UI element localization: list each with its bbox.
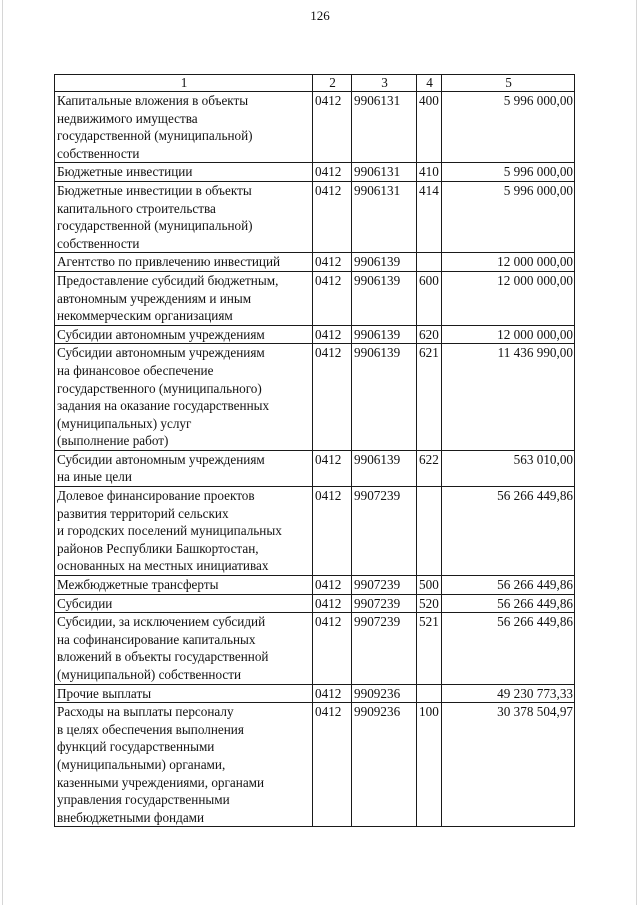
expense-name-line: Субсидии, за исключением субсидий: [57, 614, 266, 630]
budget-table: [54, 74, 575, 827]
header-cell: 5: [442, 75, 575, 92]
table-row: [55, 703, 575, 827]
table-row: [55, 181, 575, 252]
expense-type-cell: 620: [417, 325, 442, 344]
article-code-cell: 9906139: [352, 253, 417, 272]
expense-name-line: внебюджетными фондами: [57, 809, 205, 825]
amount-cell: 12 000 000,00: [442, 271, 575, 325]
expense-name-line: государственной (муниципальной): [57, 128, 253, 144]
expense-name-line: капитального строительства: [57, 200, 216, 216]
expense-name-line: вложений в объекты государственной: [57, 649, 269, 665]
expense-name-line: (муниципальной) собственности: [57, 667, 242, 682]
expense-name-line: Субсидии: [57, 595, 113, 611]
table-row: [55, 613, 575, 684]
expense-name-line: на софинансирование капитальных: [57, 631, 256, 647]
expense-name-line: собственности: [57, 145, 140, 161]
article-code-cell: 9906131: [352, 92, 417, 163]
expense-type-cell: [417, 253, 442, 272]
expense-type-cell: 414: [417, 181, 442, 252]
expense-name-line: и городских поселений муниципальных: [57, 523, 282, 539]
expense-name-line: Капитальные вложения в объекты: [57, 93, 249, 108]
table-row: [55, 344, 575, 451]
expense-type-cell: [417, 487, 442, 576]
expense-type-cell: [417, 684, 442, 703]
table-row: [55, 92, 575, 163]
header-cell: 4: [417, 75, 442, 92]
article-code-cell: 9907239: [352, 613, 417, 684]
table-row: [55, 325, 575, 344]
expense-name-line: собственности: [57, 235, 140, 251]
article-code-cell: 9907239: [352, 487, 417, 576]
article-code-cell: 9907239: [352, 594, 417, 613]
section-code-cell: 0412: [313, 594, 352, 613]
expense-name-line: Субсидии автономным учреждениям: [57, 451, 265, 467]
header-cell: 3: [352, 75, 417, 92]
expense-name-cell: [55, 92, 313, 163]
expense-name-cell: [55, 450, 313, 486]
section-code-cell: 0412: [313, 684, 352, 703]
article-code-cell: 9907239: [352, 576, 417, 595]
scan-edge-right: [636, 0, 637, 905]
expense-name-line: Субсидии автономным учреждениям: [57, 345, 265, 361]
header-row: [55, 75, 575, 92]
expense-name-line: казенными учреждениями, органами: [57, 774, 265, 790]
section-code-cell: 0412: [313, 487, 352, 576]
expense-name-line: задания на оказание государственных: [57, 398, 270, 414]
expense-name-line: (муниципальных) услуг: [57, 415, 192, 431]
expense-name-line: государственной (муниципальной): [57, 218, 253, 234]
section-code-cell: 0412: [313, 181, 352, 252]
article-code-cell: 9909236: [352, 703, 417, 827]
expense-name-cell: [55, 576, 313, 595]
amount-cell: 56 266 449,86: [442, 487, 575, 576]
expense-name-cell: [55, 325, 313, 344]
section-code-cell: 0412: [313, 253, 352, 272]
expense-name-line: недвижимого имущества: [57, 110, 198, 126]
expense-name-cell: [55, 594, 313, 613]
section-code-cell: 0412: [313, 271, 352, 325]
expense-name-line: (выполнение работ): [57, 433, 169, 449]
amount-cell: 563 010,00: [442, 450, 575, 486]
table-row: [55, 487, 575, 576]
table-row: [55, 163, 575, 182]
amount-cell: 5 996 000,00: [442, 181, 575, 252]
expense-type-cell: 400: [417, 92, 442, 163]
amount-cell: 56 266 449,86: [442, 613, 575, 684]
expense-name-cell: [55, 253, 313, 272]
article-code-cell: 9906131: [352, 181, 417, 252]
section-code-cell: 0412: [313, 163, 352, 182]
expense-name-line: (муниципальными) органами,: [57, 756, 226, 772]
table-body: [55, 92, 575, 827]
expense-name-line: на финансовое обеспечение: [57, 362, 214, 378]
article-code-cell: 9906139: [352, 271, 417, 325]
expense-name-line: Бюджетные инвестиции: [57, 164, 193, 180]
section-code-cell: 0412: [313, 92, 352, 163]
section-code-cell: 0412: [313, 325, 352, 344]
expense-name-line: некоммерческим организациям: [57, 308, 233, 324]
section-code-cell: 0412: [313, 703, 352, 827]
section-code-cell: 0412: [313, 576, 352, 595]
amount-cell: 12 000 000,00: [442, 253, 575, 272]
amount-cell: 12 000 000,00: [442, 325, 575, 344]
expense-name-cell: [55, 703, 313, 827]
expense-name-line: Агентство по привлечению инвестиций: [57, 254, 281, 270]
expense-name-cell: [55, 613, 313, 684]
header-cell: 1: [55, 75, 313, 92]
article-code-cell: 9906139: [352, 450, 417, 486]
expense-type-cell: 410: [417, 163, 442, 182]
expense-type-cell: 622: [417, 450, 442, 486]
expense-name-line: Субсидии автономным учреждениям: [57, 326, 265, 342]
amount-cell: 5 996 000,00: [442, 163, 575, 182]
expense-name-line: на иные цели: [57, 469, 132, 485]
table-row: [55, 450, 575, 486]
page-number: 126: [310, 8, 330, 23]
amount-cell: 30 378 504,97: [442, 703, 575, 827]
article-code-cell: 9906139: [352, 344, 417, 451]
amount-cell: 49 230 773,33: [442, 684, 575, 703]
amount-cell: 11 436 990,00: [442, 344, 575, 451]
expense-name-line: Долевое финансирование проектов: [57, 488, 255, 504]
expense-type-cell: 521: [417, 613, 442, 684]
expense-type-cell: 600: [417, 271, 442, 325]
expense-name-cell: [55, 344, 313, 451]
section-code-cell: 0412: [313, 450, 352, 486]
expense-name-cell: [55, 163, 313, 182]
expense-name-line: Прочие выплаты: [57, 685, 152, 701]
amount-cell: 56 266 449,86: [442, 594, 575, 613]
article-code-cell: 9906131: [352, 163, 417, 182]
table-row: [55, 271, 575, 325]
table-row: [55, 684, 575, 703]
expense-name-line: развития территорий сельских: [57, 505, 229, 521]
expense-name-cell: [55, 181, 313, 252]
expense-name-line: Межбюджетные трансферты: [57, 577, 219, 593]
expense-name-cell: [55, 487, 313, 576]
expense-name-cell: [55, 271, 313, 325]
expense-name-line: районов Республики Башкортостан,: [57, 540, 259, 556]
expense-type-cell: 520: [417, 594, 442, 613]
table-row: [55, 576, 575, 595]
amount-cell: 5 996 000,00: [442, 92, 575, 163]
header-cell: 2: [313, 75, 352, 92]
section-code-cell: 0412: [313, 344, 352, 451]
expense-type-cell: 621: [417, 344, 442, 451]
table-row: [55, 594, 575, 613]
expense-name-line: функций государственными: [57, 739, 215, 755]
expense-name-line: управления государственными: [57, 792, 230, 808]
article-code-cell: 9909236: [352, 684, 417, 703]
expense-name-line: Расходы на выплаты персоналу: [57, 704, 234, 720]
table-row: [55, 253, 575, 272]
expense-type-cell: 500: [417, 576, 442, 595]
scan-edge-left: [2, 0, 3, 905]
expense-name-line: в целях обеспечения выполнения: [57, 721, 244, 737]
expense-name-line: основанных на местных инициативах: [57, 558, 269, 574]
expense-name-line: государственного (муниципального): [57, 380, 262, 396]
amount-cell: 56 266 449,86: [442, 576, 575, 595]
expense-name-line: автономным учреждениям и иным: [57, 290, 252, 306]
expense-name-line: Предоставление субсидий бюджетным,: [57, 272, 279, 288]
expense-type-cell: 100: [417, 703, 442, 827]
expense-name-cell: [55, 684, 313, 703]
section-code-cell: 0412: [313, 613, 352, 684]
expense-name-line: Бюджетные инвестиции в объекты: [57, 182, 252, 198]
article-code-cell: 9906139: [352, 325, 417, 344]
